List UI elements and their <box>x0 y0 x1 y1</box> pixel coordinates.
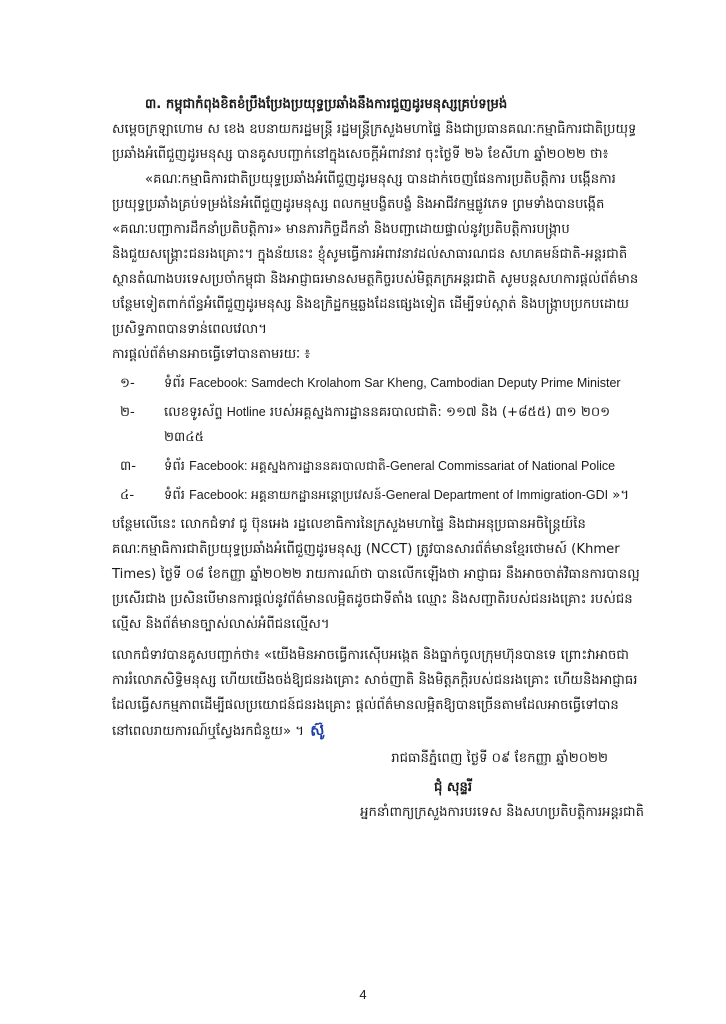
contact-prefix: ទំព័រ <box>164 459 190 474</box>
appeal-quote: «គណៈកម្មាធិការជាតិប្រយុទ្ធប្រឆាំងអំពើជួញដូរមនុស្ស បានដាក់ចេញផែនការប្រតិបត្តិការ បង្កើនការប្រយុទ្ធប្រឆាំងគ្រប់ទម្រង់នៃអំពើជួញដូរមនុស្ស ពលកម្មបង្ខិតបង្ខំ និងអាជីវកម្មផ្លូវភេទ ព្រមទាំងបានបង្កើត «គណៈបញ្ជាការដឹកនាំប្រតិបត្តិការ» មានភារកិច្ចដឹកនាំ និងបញ្ជាដោយផ្ទាល់នូវប្រតិបត្តិការបង្ក្រាប និងជួយសង្គ្រោះជនរងគ្រោះ។ ក្នុងន័យនេះ ខ្ញុំសូមធ្វើការអំពាវនាវដល់សាធារណជន សហគមន៍ជាតិ-អន្តរជាតិ ស្ថានតំណាងបរទេសប្រចាំកម្ពុជា និងអាជ្ញាធរមានសមត្ថកិច្ចរបស់មិត្តភក្រអន្តរជាតិ សូមបន្តសហការផ្ដល់ព័ត៌មានបន្ថែមទៀតពាក់ព័ន្ធអំពើជួញដូរមនុស្ស និងឧក្រិដ្ឋកម្មឆ្លងដែនផ្សេងទៀត ដើម្បីទប់ស្កាត់ និងបង្ក្រាបប្រកបដោយប្រសិទ្ធភាពបានទាន់ពេលវេលា។ <box>112 172 639 337</box>
statement-paragraph <box>112 643 644 744</box>
contact-item <box>112 454 644 479</box>
contact-intro: ការផ្ដល់ព័ត៌មានអាចធ្វើទៅបានតាមរយៈ ៖ <box>112 347 311 362</box>
page-number: 4 <box>359 987 367 1002</box>
contact-number: ២- <box>120 405 135 420</box>
intro-paragraph: សម្ដេចក្រឡាហោម ស ខេង ឧបនាយករដ្ឋមន្ត្រី រដ្ឋមន្ត្រីក្រសួងមហាផ្ទៃ និងជាប្រធានគណៈកម្មាធិការជាតិប្រយុទ្ធប្រឆាំងអំពើជួញដូរមនុស្ស បានគូសបញ្ជាក់នៅក្នុងសេចក្ដីអំពាវនាវ ចុះថ្ងៃទី ២៦ ខែសីហា ឆ្នាំ២០២២ ថា៖ <box>112 122 637 162</box>
contact-text <box>164 483 644 508</box>
contact-latin: Facebook: អគ្គស្នងការដ្ឋាននគរបាលជាតិ-General Commissariat of National Police <box>189 459 616 473</box>
contact-prefix: ទំព័រ <box>164 488 190 503</box>
contact-number: ១- <box>120 376 135 391</box>
contact-text <box>164 400 644 450</box>
contact-item <box>112 400 644 450</box>
contact-item <box>112 483 644 508</box>
contact-suffix: »។ <box>608 488 630 503</box>
contact-latin: Facebook: អគ្គនាយកដ្ឋានអន្តោប្រវេសន៍-General Department of Immigration-GDI <box>189 488 609 502</box>
contact-number: ៤- <box>120 488 135 503</box>
contact-text <box>164 371 644 396</box>
handwritten-initial: ស៊ូ <box>308 720 326 740</box>
statement-text: លោកជំទាវបានគូសបញ្ជាក់ថា៖ «យើងមិនអាចធ្វើការស៊ើបអង្កេត និងធ្នាក់ចូលក្រុមហ៊ុនបានទេ ព្រោះវាអាចជាការរំលោភសិទ្ធិមនុស្ស ហើយយើងចង់ឱ្យជនរងគ្រោះ សាច់ញាតិ និងមិត្តភក្តិរបស់ជនរងគ្រោះ ហើយនិងអាជ្ញាធរដែលធ្វើសកម្មភាពដើម្បីផលប្រយោជន៍ជនរងគ្រោះ ផ្ដល់ព័ត៌មានលម្អិតឱ្យបានច្រើនតាមដែលអាចធ្វើទៅបាន នៅពេលរាយការណ៍ឬស្វែងរកជំនួយ» ។ <box>112 648 638 739</box>
contact-prefix: លេខទូរស័ព្ទ <box>164 405 227 420</box>
contact-prefix: ទំព័រ <box>164 376 190 391</box>
contact-text <box>164 454 644 479</box>
contact-latin: Hotline <box>226 405 266 419</box>
contact-number: ៣- <box>120 459 137 474</box>
contact-list <box>112 371 644 508</box>
contact-item <box>112 371 644 396</box>
signatory-title: អ្នកនាំពាក្យក្រសួងការបរទេស និងសហប្រតិបត្តិការអន្តរជាតិ <box>360 805 644 820</box>
signatory-name: ជុំ សុន្ទរី <box>433 780 473 795</box>
dateline: រាជធានីភ្នំពេញ ថ្ងៃទី ០៩ ខែកញ្ញា ឆ្នាំ២០២២ <box>391 751 608 766</box>
section-heading: ៣. កម្ពុជាកំពុងខិតខំប្រឹងប្រែងប្រយុទ្ធប្រឆាំងនឹងការជួញដូរមនុស្សគ្រប់ទម្រង់ <box>145 97 508 112</box>
contact-latin: Facebook: Samdech Krolahom Sar Kheng, Cambodian Deputy Prime Minister <box>189 376 621 390</box>
contact-suffix: របស់អគ្គស្នងការដ្ឋាននគរបាលជាតិ: ១១៧ និង (+៨៥៥) ៣១ ២០១ ២៣៤៥ <box>164 405 611 445</box>
additional-paragraph: បន្ថែមលើនេះ លោកជំទាវ ជូ ប៊ុនអេង រដ្ឋលេខាធិការនៃក្រសួងមហាផ្ទៃ និងជាអនុប្រធានអចិន្ត្រៃយ៍នៃគណៈកម្មាធិការជាតិប្រយុទ្ធប្រឆាំងអំពើជួញដូរមនុស្ស (NCCT) ត្រូវបានសារព័ត៌មានខ្មែរថោមស៍ (Khmer Times) ថ្ងៃទី ០៨ ខែកញ្ញា ឆ្នាំ២០២២ រាយការណ៍ថា បានលើកឡើងថា អាជ្ញាធរ នឹងអាចចាត់វិធានការបានល្អប្រសើរជាង ប្រសិនបើមានការផ្ដល់នូវព័ត៌មានលម្អិតដូចជាទីតាំង ឈ្មោះ និងសញ្ជាតិរបស់ជនរងគ្រោះ របស់ជនល្មើស និងព័ត៌មានច្បាស់លាស់អំពីជនល្មើស។ <box>112 517 640 632</box>
